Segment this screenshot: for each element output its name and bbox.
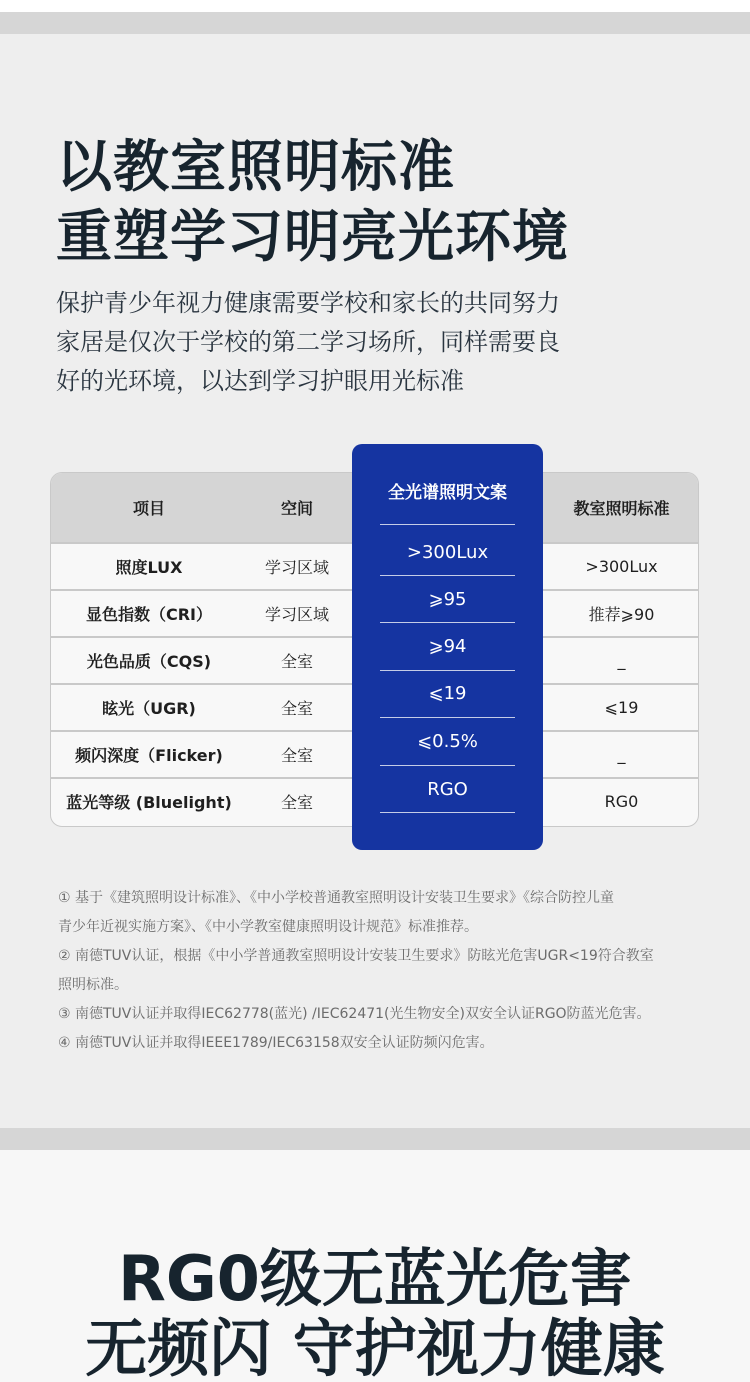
row-item: 显色指数（CRI） bbox=[85, 605, 213, 624]
feature-title-line-1: RG0级无蓝光危害 bbox=[118, 1242, 632, 1315]
row-item: 眩光（UGR) bbox=[102, 699, 196, 718]
footnote-2-cont: 照明标准。 bbox=[58, 977, 128, 993]
product-value: ⩽19 bbox=[428, 682, 467, 704]
footnote-4: ④ 南德TUV认证并取得IEEE1789/IEC63158双安全认证防频闪危害。 bbox=[58, 1035, 494, 1051]
row-standard: ⩽19 bbox=[604, 698, 639, 717]
header-space: 空间 bbox=[280, 499, 313, 518]
row-item: 频闪深度（Flicker) bbox=[75, 746, 223, 765]
row-space: 全室 bbox=[280, 793, 313, 812]
row-standard: _ bbox=[617, 651, 626, 670]
row-space: 全室 bbox=[280, 699, 313, 718]
row-standard: RG0 bbox=[604, 792, 639, 811]
headline-line-1: 以教室照明标准 bbox=[56, 135, 455, 200]
header-standard: 教室照明标准 bbox=[573, 499, 670, 518]
headline-line-2: 重塑学习明亮光环境 bbox=[56, 205, 569, 270]
product-value: ⩽0.5% bbox=[417, 730, 478, 752]
intro-line-2: 家居是仅次于学校的第二学习场所，同样需要良 bbox=[56, 328, 560, 356]
footnote-2: ② 南德TUV认证，根据《中小学普通教室照明设计安装卫生要求》防眩光危害UGR<19符合教室 bbox=[58, 948, 654, 964]
product-value: ⩾95 bbox=[428, 588, 467, 610]
row-item: 光色品质（CQS) bbox=[86, 652, 212, 671]
divider bbox=[380, 812, 515, 813]
footnote-1-cont: 青少年近视实施方案》、《中小学教室健康照明设计规范》标准推荐。 bbox=[58, 919, 478, 935]
feature-title-line-2: 无频闪 守护视力健康 bbox=[85, 1312, 665, 1382]
section-divider-band bbox=[0, 1128, 750, 1150]
row-standard: >300Lux bbox=[585, 557, 658, 576]
row-item: 照度LUX bbox=[115, 558, 183, 577]
header-item: 项目 bbox=[132, 499, 165, 518]
intro-line-3: 好的光环境，以达到学习护眼用光标准 bbox=[56, 367, 464, 395]
product-value: RGO bbox=[427, 778, 468, 800]
row-standard: _ bbox=[617, 745, 626, 764]
row-space: 全室 bbox=[280, 652, 313, 671]
product-value: ⩾94 bbox=[428, 635, 467, 657]
row-space: 学习区域 bbox=[264, 605, 329, 624]
footnote-1: ① 基于《建筑照明设计标准》、《中小学校普通教室照明设计安装卫生要求》《综合防控儿童 bbox=[58, 890, 614, 906]
intro-line-1: 保护青少年视力健康需要学校和家长的共同努力 bbox=[56, 289, 560, 317]
divider bbox=[380, 524, 515, 525]
product-highlight-column bbox=[352, 444, 543, 850]
top-divider-band bbox=[0, 12, 750, 34]
product-column-title: 全光谱照明文案 bbox=[388, 483, 507, 503]
product-value: >300Lux bbox=[406, 541, 489, 563]
footnote-3: ③ 南德TUV认证并取得IEC62778(蓝光) /IEC62471(光生物安全)双安全认证RGO防蓝光危害。 bbox=[58, 1006, 651, 1022]
row-space: 学习区域 bbox=[264, 558, 329, 577]
row-space: 全室 bbox=[280, 746, 313, 765]
row-item: 蓝光等级 (Bluelight) bbox=[66, 793, 232, 812]
row-standard: 推荐⩾90 bbox=[588, 605, 655, 624]
